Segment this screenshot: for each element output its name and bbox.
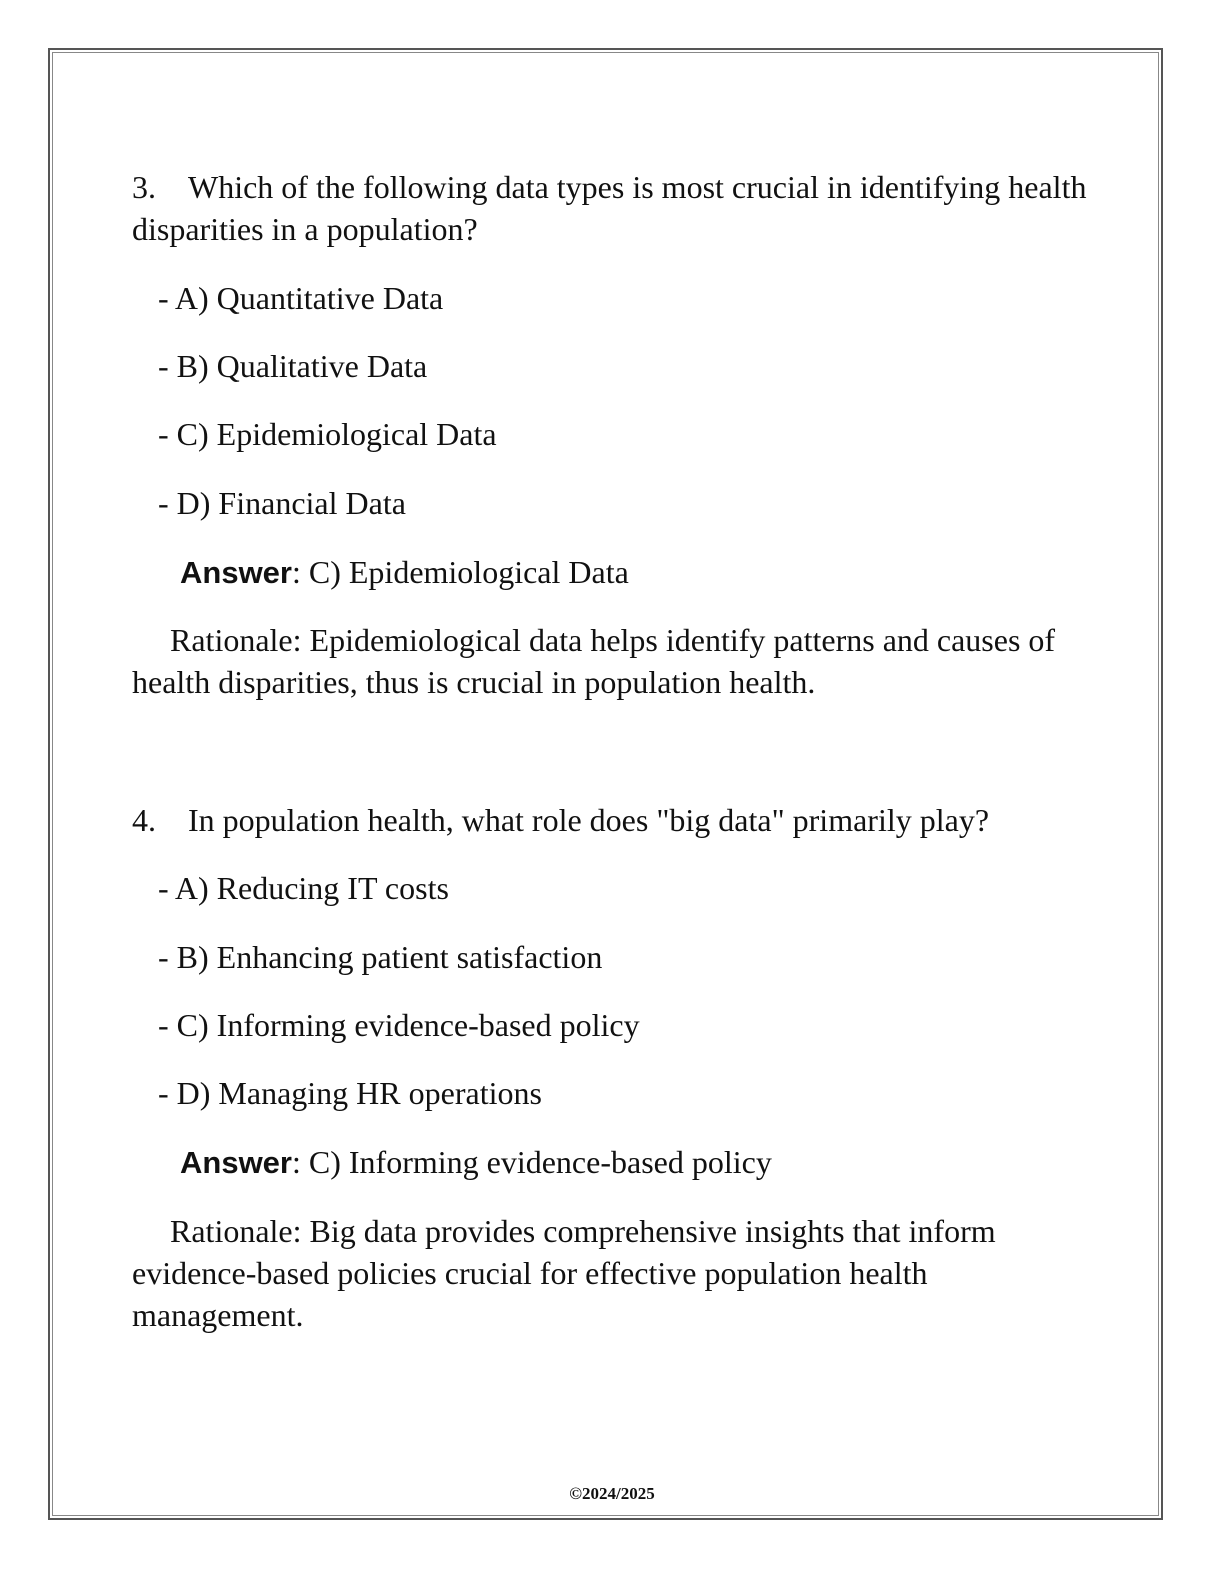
question-number: 3. — [132, 169, 156, 205]
option-a: - A) Reducing IT costs — [158, 870, 449, 906]
option-c: - C) Epidemiological Data — [158, 416, 497, 452]
answer-line — [180, 1142, 772, 1183]
option-a: - A) Quantitative Data — [158, 280, 444, 316]
rationale: Rationale: Epidemiological data helps identify patterns and causes of health disparities, thus is crucial in population health. — [132, 622, 1056, 700]
option-c: - C) Informing evidence-based policy — [158, 1007, 640, 1043]
option-b: - B) Enhancing patient satisfaction — [158, 939, 603, 975]
answer-label: Answer — [180, 555, 292, 590]
question-number: 4. — [132, 802, 156, 838]
question-text — [132, 166, 1092, 250]
copyright-footer: ©2024/2025 — [569, 1484, 655, 1503]
option-d: - D) Managing HR operations — [158, 1075, 542, 1111]
answer-label: Answer — [180, 1145, 292, 1180]
question-body: Which of the following data types is most crucial in identifying health disparities in a population? — [132, 169, 1087, 247]
question-body: In population health, what role does "big data" primarily play? — [188, 802, 990, 838]
option-d: - D) Financial Data — [158, 485, 406, 521]
answer-value: : C) Epidemiological Data — [291, 554, 629, 590]
question-text — [132, 799, 1092, 841]
answer-value: : C) Informing evidence-based policy — [291, 1144, 772, 1180]
question-3 — [132, 166, 1092, 250]
answer-line — [180, 552, 629, 593]
rationale: Rationale: Big data provides comprehensive insights that inform evidence-based policies crucial for effective population health management. — [132, 1213, 996, 1333]
question-4 — [132, 799, 1092, 841]
option-b: - B) Qualitative Data — [158, 348, 428, 384]
